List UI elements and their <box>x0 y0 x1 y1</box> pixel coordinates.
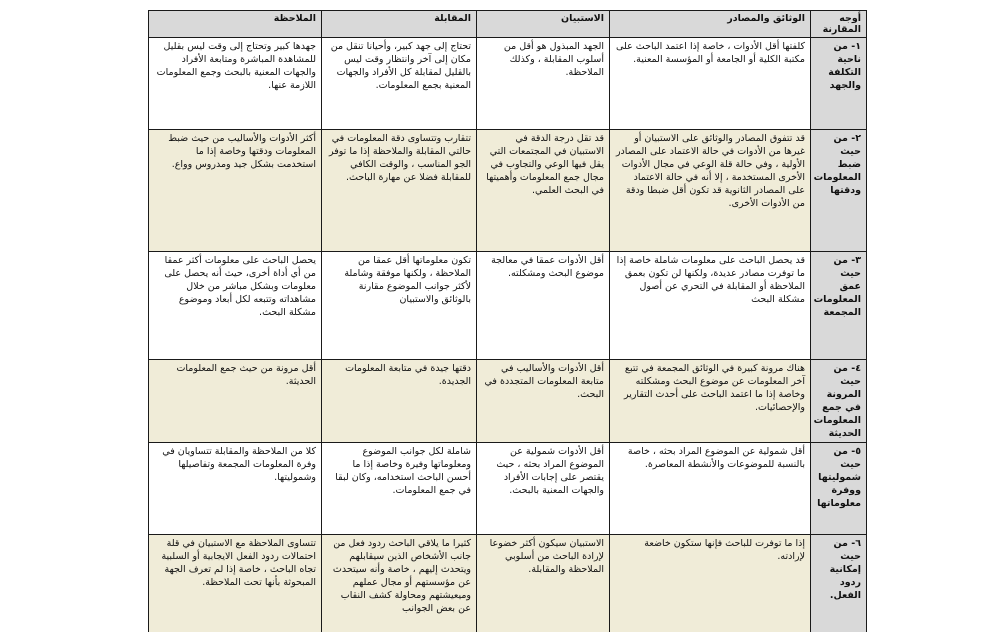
table-header <box>149 11 867 38</box>
cell-observation: يحصل الباحث على معلومات أكثر عمقا من أي أداة أخرى، حيث أنه يحصل على معلومات وبشكل مباشر من خلال مشاهداته وتتبعه لكل أبعاد وموضوع مشكلة البحث. <box>149 252 322 360</box>
header-interview: المقابلة <box>322 11 477 38</box>
header-aspect: أوجه المقارنة <box>811 11 867 38</box>
cell-observation: أكثر الأدوات والأساليب من حيث ضبط المعلومات ودقتها وخاصة إذا ما استخدمت بشكل جيد ومدروس وواع. <box>149 130 322 252</box>
table-row <box>149 360 867 443</box>
row-aspect: ٢- من حيث ضبط المعلومات ودقتها <box>811 130 867 252</box>
table-row <box>149 252 867 360</box>
cell-questionnaire: الجهد المبذول هو أقل من أسلوب المقابلة ، وكذلك الملاحظة. <box>477 38 610 130</box>
cell-questionnaire: أقل الأدوات شمولية عن الموضوع المراد بحثه ، حيث يقتصر على إجابات الأفراد والجهات المعنية بالبحث. <box>477 443 610 535</box>
table-row <box>149 535 867 632</box>
cell-interview: تحتاج إلى جهد كبير، وأحيانا تنقل من مكان إلى آخر وانتظار وقت ليس بالقليل لمقابلة كل الأفراد والجهات المعنية بجمع المعلومات. <box>322 38 477 130</box>
table-row <box>149 130 867 252</box>
cell-questionnaire: أقل الأدوات والأساليب في متابعة المعلومات المتجددة في البحث. <box>477 360 610 443</box>
row-aspect: ١- من ناحية التكلفة والجهد <box>811 38 867 130</box>
cell-observation: كلا من الملاحظة والمقابلة تتساويان في وفرة المعلومات المجمعة وتفاصيلها وشموليتها. <box>149 443 322 535</box>
cell-observation: تتساوى الملاحظة مع الاستبيان في قلة احتمالات ردود الفعل الايجابية أو السلبية تجاه الباحث ، خاصة إذا لم تعرف الجهة المبحوثة بأنها تحت الملاحظة. <box>149 535 322 632</box>
cell-interview: تكون معلوماتها أقل عمقا من الملاحظة ، ولكنها موفقة وشاملة لأكثر جوانب الموضوع مقارنة بالوثائق والاستبيان <box>322 252 477 360</box>
comparison-table <box>148 10 867 632</box>
cell-documents: قد يحصل الباحث على معلومات شاملة خاصة إذا ما توفرت مصادر عديدة، ولكنها لن تكون بعمق الملاحظة أو المقابلة في التحري عن أصول مشكلة البحث <box>610 252 811 360</box>
cell-questionnaire: أقل الأدوات عمقا في معالجة موضوع البحث ومشكلته. <box>477 252 610 360</box>
header-documents: الوثائق والمصادر <box>610 11 811 38</box>
table-row <box>149 38 867 130</box>
cell-documents: قد تتفوق المصادر والوثائق على الاستبيان أو غيرها من الأدوات في حالة الاعتماد على المصادر الأولية ، وفي حالة قلة الوعي في مجال الأدوات الأخرى المستخدمة ، إلا أنه في حالة الاعتماد على المصادر الثانوية قد تكون أقل ضبطا ودقة من الأدوات الأخرى. <box>610 130 811 252</box>
cell-interview: كثيرا ما يلاقي الباحث ردود فعل من جانب الأشخاص الذين سيقابلهم ويتحدث إليهم ، خاصة وأنه سيتحدث عن مؤسستهم أو مجال عملهم وميعيشتهم ومحاولة كشف النقاب عن بعض الجوانب <box>322 535 477 632</box>
cell-questionnaire: الاستبيان سيكون أكثر خضوعا لإرادة الباحث من أسلوبي الملاحظة والمقابلة. <box>477 535 610 632</box>
row-aspect: ٣- من حيث عمق المعلومات المجمعة <box>811 252 867 360</box>
cell-documents: كلفتها أقل الأدوات ، خاصة إذا اعتمد الباحث على مكتبة الكلية أو الجامعة أو المؤسسة المعنية. <box>610 38 811 130</box>
cell-documents: إذا ما توفرت للباحث فإنها ستكون خاضعة لإرادته. <box>610 535 811 632</box>
row-aspect: ٥- من حيث شموليتها ووفرة معلوماتها <box>811 443 867 535</box>
cell-documents: هناك مرونة كبيرة في الوثائق المجمعة في تتبع آخر المعلومات عن موضوع البحث ومشكلته وخاصة إذا ما اعتمد الباحث على أحدث التقارير والإحصائيات. <box>610 360 811 443</box>
cell-interview: تتقارب وتتساوى دقة المعلومات في حالتي المقابلة والملاحظة إذا ما توفر الجو المناسب ، والوقت الكافي للمقابلة فضلا عن مهارة الباحث. <box>322 130 477 252</box>
row-aspect: ٦- من حيث إمكانية ردود الفعل. <box>811 535 867 632</box>
cell-observation: جهدها كبير وتحتاج إلى وقت ليس بقليل للمشاهدة المباشرة ومتابعة الأفراد والجهات المعنية بالبحث وجمع المعلومات اللازمة عنها. <box>149 38 322 130</box>
header-questionnaire: الاستبيان <box>477 11 610 38</box>
row-aspect: ٤- من حيث المرونة في جمع المعلومات الحديثة <box>811 360 867 443</box>
header-observation: الملاحظة <box>149 11 322 38</box>
cell-observation: أقل مرونة من حيث جمع المعلومات الحديثة. <box>149 360 322 443</box>
cell-documents: أقل شمولية عن الموضوع المراد بحثه ، خاصة بالنسبة للموضوعات والأنشطة المعاصرة. <box>610 443 811 535</box>
cell-interview: شاملة لكل جوانب الموضوع ومعلوماتها وفيرة وخاصة إذا ما أحسن الباحث استخدامه، وكان لبقا في جمع المعلومات. <box>322 443 477 535</box>
cell-interview: دقتها جيدة في متابعة المعلومات الجديدة. <box>322 360 477 443</box>
header-row <box>149 11 867 38</box>
table-body <box>149 38 867 632</box>
table-row <box>149 443 867 535</box>
cell-questionnaire: قد تقل درجة الدقة في الاستبيان في المجتمعات التي يقل فيها الوعي والتجاوب في مجال جمع المعلومات وأهميتها في البحث العلمي. <box>477 130 610 252</box>
